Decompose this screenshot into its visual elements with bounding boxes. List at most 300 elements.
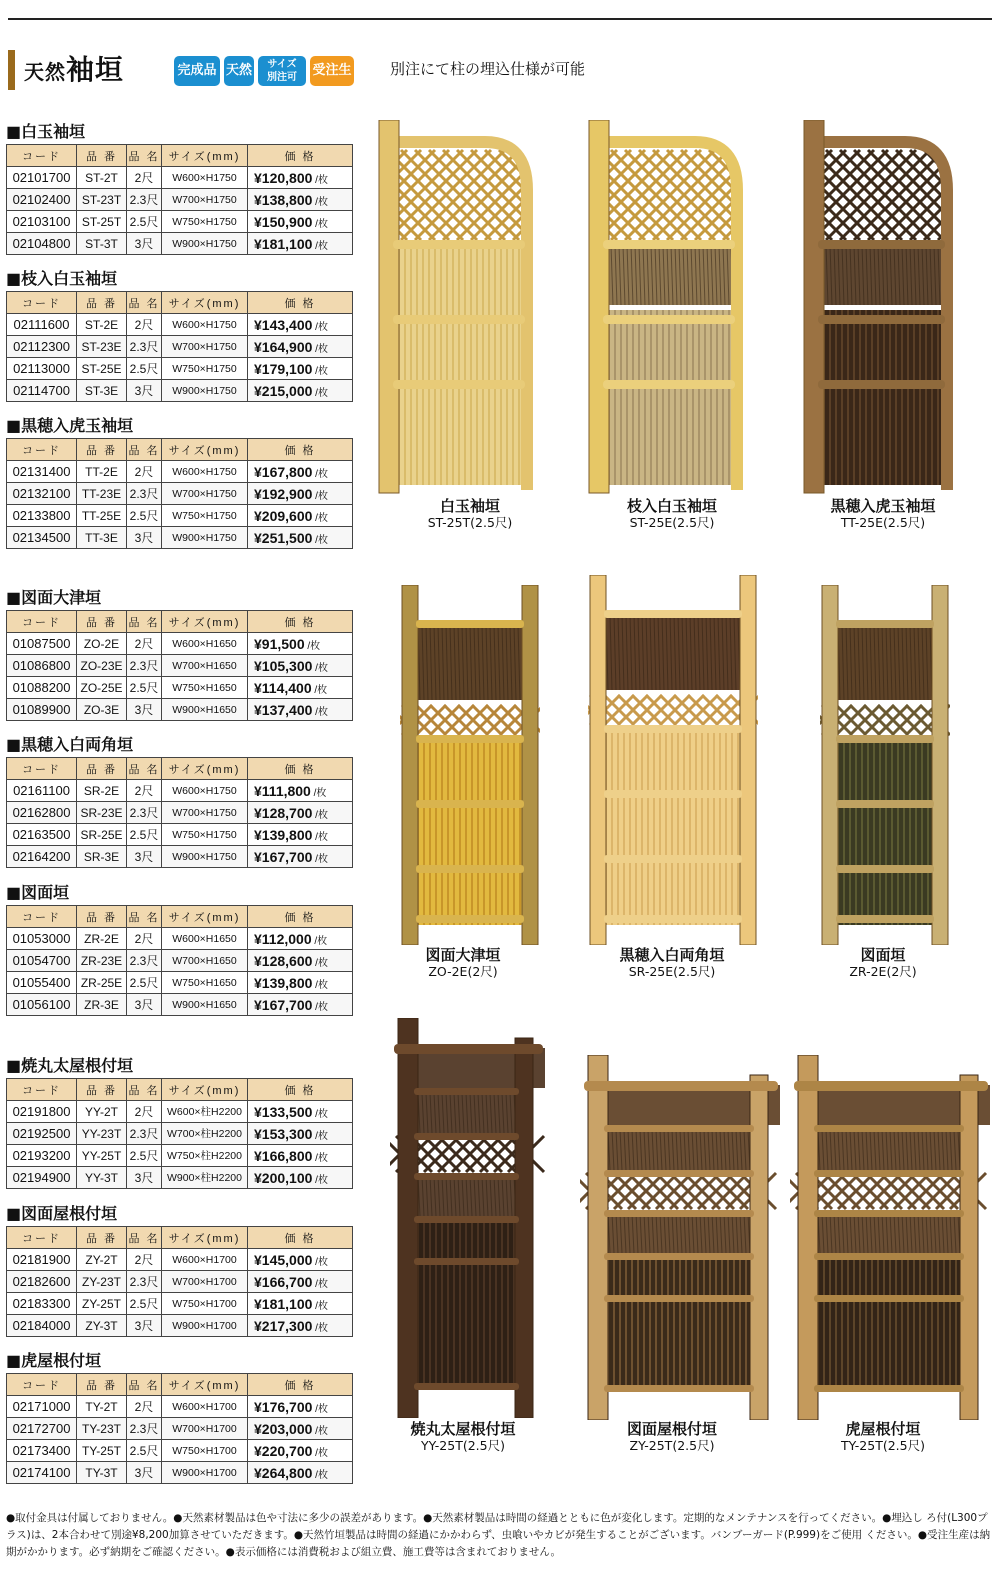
table-header-row — [7, 145, 353, 167]
cell-part: ST-25E — [77, 358, 127, 380]
badge-0: 完成品 — [174, 56, 220, 86]
cell-part: ZR-3E — [77, 994, 127, 1016]
table-row — [7, 1145, 353, 1167]
cell-code: 01088200 — [7, 677, 77, 699]
price-section — [6, 122, 352, 255]
cell-code: 02181900 — [7, 1249, 77, 1271]
section-title: ■図面大津垣 — [6, 588, 102, 607]
cell-part: SR-23E — [77, 802, 127, 824]
cell-part: TT-23E — [77, 483, 127, 505]
cell-price — [248, 1462, 353, 1484]
cell-price — [248, 380, 353, 402]
table-row — [7, 633, 353, 655]
cell-price — [248, 780, 353, 802]
table-header-row — [7, 1374, 353, 1396]
fence-photo-5 — [820, 585, 950, 945]
product-model: ST-25T(2.5尺) — [427, 515, 513, 530]
price-value: ¥203,000 — [254, 1420, 313, 1437]
cell-name: 3尺 — [127, 699, 162, 721]
column-header-code: コード — [7, 758, 77, 780]
cell-code: 02194900 — [7, 1167, 77, 1189]
cell-size: W900×柱H2200 — [162, 1167, 248, 1189]
price-value: ¥167,800 — [254, 463, 313, 480]
cell-price — [248, 699, 353, 721]
cell-price — [248, 358, 353, 380]
cell-size: W750×柱H2200 — [162, 1145, 248, 1167]
price-unit: /枚 — [312, 1425, 328, 1437]
fence-photo-3 — [400, 585, 540, 945]
table-row — [7, 1271, 353, 1293]
column-header-size: サイズ(mm) — [162, 1374, 248, 1396]
price-unit: /枚 — [312, 343, 328, 355]
cell-price — [248, 1145, 353, 1167]
price-value: ¥139,800 — [254, 974, 313, 991]
cell-size: W750×H1750 — [162, 358, 248, 380]
cell-price — [248, 928, 353, 950]
cell-size: W900×H1700 — [162, 1462, 248, 1484]
price-table — [6, 438, 353, 549]
price-value: ¥128,600 — [254, 952, 313, 969]
table-row — [7, 1101, 353, 1123]
fence-photo-7 — [580, 1055, 780, 1420]
price-value: ¥200,100 — [254, 1169, 313, 1186]
product-name: 虎屋根付垣 — [845, 1420, 921, 1438]
cell-price — [248, 1315, 353, 1337]
column-header-price: 価 格 — [248, 758, 353, 780]
cell-price — [248, 167, 353, 189]
cell-price — [248, 633, 353, 655]
cell-name: 2.5尺 — [127, 1440, 162, 1462]
cell-part: ZO-23E — [77, 655, 127, 677]
product-caption — [572, 946, 772, 979]
cell-part: TY-3T — [77, 1462, 127, 1484]
cell-size: W600×柱H2200 — [162, 1101, 248, 1123]
cell-code: 02192500 — [7, 1123, 77, 1145]
product-name: 枝入白玉袖垣 — [626, 497, 717, 515]
price-value: ¥91,500 — [254, 635, 305, 652]
price-unit: /枚 — [312, 1152, 328, 1164]
price-unit: /枚 — [312, 1469, 328, 1481]
cell-part: ZY-2T — [77, 1249, 127, 1271]
product-name: 図面垣 — [860, 946, 906, 964]
cell-size: W600×H1750 — [162, 780, 248, 802]
cell-code: 02164200 — [7, 846, 77, 868]
cell-size: W900×H1750 — [162, 846, 248, 868]
cell-price — [248, 1418, 353, 1440]
price-value: ¥138,800 — [254, 191, 313, 208]
table-header-row — [7, 611, 353, 633]
cell-price — [248, 505, 353, 527]
price-section — [6, 416, 352, 549]
cell-part: ST-3E — [77, 380, 127, 402]
product-caption — [783, 946, 983, 979]
section-title: ■虎屋根付垣 — [6, 1351, 102, 1370]
product-name: 図面大津垣 — [425, 946, 501, 964]
table-row — [7, 677, 353, 699]
price-unit: /枚 — [310, 787, 327, 799]
table-row — [7, 314, 353, 336]
cell-price — [248, 972, 353, 994]
price-unit: /枚 — [312, 1174, 328, 1186]
column-header-size: サイズ(mm) — [162, 906, 248, 928]
price-unit: /枚 — [312, 809, 328, 821]
price-value: ¥150,900 — [254, 213, 313, 230]
cell-code: 02162800 — [7, 802, 77, 824]
cell-size: W700×H1750 — [162, 483, 248, 505]
cell-name: 2尺 — [127, 928, 162, 950]
cell-code: 02114700 — [7, 380, 77, 402]
cell-code: 01055400 — [7, 972, 77, 994]
price-unit: /枚 — [312, 1403, 328, 1415]
price-section — [6, 1056, 352, 1189]
price-unit: /枚 — [312, 468, 328, 480]
cell-code: 02183300 — [7, 1293, 77, 1315]
table-header-row — [7, 906, 353, 928]
price-value: ¥181,100 — [254, 235, 313, 252]
cell-price — [248, 1396, 353, 1418]
cell-size: W750×H1750 — [162, 824, 248, 846]
fence-photo-8 — [790, 1055, 990, 1420]
cell-size: W750×H1650 — [162, 677, 248, 699]
column-header-price: 価 格 — [248, 292, 353, 314]
cell-part: ZR-2E — [77, 928, 127, 950]
cell-name: 2尺 — [127, 167, 162, 189]
cell-size: W600×H1700 — [162, 1396, 248, 1418]
price-value: ¥133,500 — [254, 1103, 313, 1120]
price-unit: /枚 — [312, 387, 328, 399]
cell-size: W700×柱H2200 — [162, 1123, 248, 1145]
table-row — [7, 1418, 353, 1440]
column-header-size: サイズ(mm) — [162, 439, 248, 461]
cell-size: W900×H1750 — [162, 233, 248, 255]
column-header-part: 品 番 — [77, 1079, 127, 1101]
price-unit: /枚 — [312, 1108, 328, 1120]
product-caption — [572, 1420, 772, 1453]
cell-part: YY-23T — [77, 1123, 127, 1145]
price-unit: /枚 — [312, 979, 328, 991]
cell-code: 01054700 — [7, 950, 77, 972]
cell-code: 02193200 — [7, 1145, 77, 1167]
badge-1: 天然 — [224, 56, 254, 86]
cell-code: 02101700 — [7, 167, 77, 189]
cell-part: ST-2T — [77, 167, 127, 189]
cell-code: 02171000 — [7, 1396, 77, 1418]
cell-name: 3尺 — [127, 846, 162, 868]
price-value: ¥105,300 — [254, 657, 313, 674]
cell-size: W750×H1750 — [162, 505, 248, 527]
cell-code: 02113000 — [7, 358, 77, 380]
price-section — [6, 1204, 352, 1337]
column-header-name: 品 名 — [127, 758, 162, 780]
price-unit: /枚 — [312, 831, 328, 843]
cell-name: 2.3尺 — [127, 655, 162, 677]
cell-price — [248, 189, 353, 211]
cell-part: TT-25E — [77, 505, 127, 527]
cell-size: W700×H1750 — [162, 189, 248, 211]
cell-name: 2.3尺 — [127, 1418, 162, 1440]
price-value: ¥137,400 — [254, 701, 313, 718]
cell-price — [248, 677, 353, 699]
table-row — [7, 211, 353, 233]
price-unit: /枚 — [312, 1447, 328, 1459]
product-caption — [783, 1420, 983, 1453]
cell-price — [248, 824, 353, 846]
cell-size: W700×H1700 — [162, 1418, 248, 1440]
cell-part: ZY-25T — [77, 1293, 127, 1315]
cell-code: 01056100 — [7, 994, 77, 1016]
price-unit: /枚 — [312, 1256, 328, 1268]
column-header-price: 価 格 — [248, 1374, 353, 1396]
section-title: ■枝入白玉袖垣 — [6, 269, 118, 288]
cell-name: 2.5尺 — [127, 677, 162, 699]
fence-photo-4 — [588, 575, 758, 945]
product-caption — [783, 497, 983, 530]
cell-part: ST-3T — [77, 233, 127, 255]
price-table — [6, 1373, 353, 1484]
column-header-code: コード — [7, 1374, 77, 1396]
table-header-row — [7, 1227, 353, 1249]
column-header-code: コード — [7, 611, 77, 633]
price-unit: /枚 — [312, 1130, 328, 1142]
table-row — [7, 461, 353, 483]
cell-code: 01089900 — [7, 699, 77, 721]
table-header-row — [7, 292, 353, 314]
cell-name: 2尺 — [127, 633, 162, 655]
price-value: ¥167,700 — [254, 996, 313, 1013]
cell-part: SR-2E — [77, 780, 127, 802]
price-table — [6, 291, 353, 402]
column-header-part: 品 番 — [77, 1227, 127, 1249]
price-table — [6, 1226, 353, 1337]
cell-part: YY-3T — [77, 1167, 127, 1189]
column-header-size: サイズ(mm) — [162, 611, 248, 633]
price-value: ¥176,700 — [254, 1398, 313, 1415]
table-row — [7, 1249, 353, 1271]
section-title: ■焼丸太屋根付垣 — [6, 1056, 134, 1075]
price-unit: /枚 — [312, 196, 328, 208]
section-title: ■黒穂入白両角垣 — [6, 735, 134, 754]
column-header-part: 品 番 — [77, 906, 127, 928]
cell-name: 3尺 — [127, 380, 162, 402]
cell-price — [248, 527, 353, 549]
price-unit: /枚 — [312, 512, 328, 524]
cell-name: 2尺 — [127, 314, 162, 336]
table-row — [7, 1123, 353, 1145]
product-model: YY-25T(2.5尺) — [421, 1438, 505, 1453]
cell-part: TY-25T — [77, 1440, 127, 1462]
table-row — [7, 1396, 353, 1418]
table-row — [7, 358, 353, 380]
price-unit: /枚 — [311, 935, 328, 947]
fence-photo-2 — [800, 120, 965, 495]
cell-size: W600×H1750 — [162, 167, 248, 189]
cell-name: 2.5尺 — [127, 358, 162, 380]
price-table — [6, 144, 353, 255]
price-value: ¥164,900 — [254, 338, 313, 355]
column-header-size: サイズ(mm) — [162, 758, 248, 780]
cell-part: ZO-25E — [77, 677, 127, 699]
table-row — [7, 1167, 353, 1189]
price-unit: /枚 — [312, 1300, 328, 1312]
product-model: TT-25E(2.5尺) — [840, 515, 926, 530]
table-row — [7, 505, 353, 527]
column-header-price: 価 格 — [248, 906, 353, 928]
cell-name: 3尺 — [127, 1462, 162, 1484]
cell-price — [248, 1101, 353, 1123]
product-model: ZY-25T(2.5尺) — [629, 1438, 715, 1453]
badge-3: 受注生産 — [310, 56, 354, 86]
cell-name: 3尺 — [127, 1167, 162, 1189]
cell-part: ZY-23T — [77, 1271, 127, 1293]
cell-price — [248, 802, 353, 824]
column-header-price: 価 格 — [248, 439, 353, 461]
cell-code: 02133800 — [7, 505, 77, 527]
cell-name: 2尺 — [127, 1249, 162, 1271]
product-caption — [363, 946, 563, 979]
cell-code: 02111600 — [7, 314, 77, 336]
price-table — [6, 610, 353, 721]
cell-part: TT-2E — [77, 461, 127, 483]
column-header-size: サイズ(mm) — [162, 292, 248, 314]
table-row — [7, 972, 353, 994]
price-value: ¥192,900 — [254, 485, 313, 502]
price-value: ¥179,100 — [254, 360, 313, 377]
cell-size: W900×H1650 — [162, 699, 248, 721]
price-section — [6, 883, 352, 1016]
price-unit: /枚 — [312, 662, 328, 674]
cell-size: W600×H1700 — [162, 1249, 248, 1271]
product-model: ZR-2E(2尺) — [849, 964, 917, 979]
table-row — [7, 380, 353, 402]
cell-part: YY-2T — [77, 1101, 127, 1123]
price-value: ¥145,000 — [254, 1251, 313, 1268]
cell-size: W900×H1750 — [162, 527, 248, 549]
cell-code: 01053000 — [7, 928, 77, 950]
cell-part: ST-2E — [77, 314, 127, 336]
cell-name: 2.5尺 — [127, 505, 162, 527]
cell-size: W900×H1650 — [162, 994, 248, 1016]
table-row — [7, 802, 353, 824]
price-value: ¥220,700 — [254, 1442, 313, 1459]
cell-size: W600×H1650 — [162, 928, 248, 950]
cell-size: W900×H1750 — [162, 380, 248, 402]
product-name: 焼丸太屋根付垣 — [410, 1420, 516, 1438]
price-value: ¥166,700 — [254, 1273, 313, 1290]
cell-size: W600×H1650 — [162, 633, 248, 655]
table-row — [7, 1315, 353, 1337]
cell-name: 2.5尺 — [127, 972, 162, 994]
product-name: 黒穂入白両角垣 — [619, 946, 725, 964]
column-header-name: 品 名 — [127, 1079, 162, 1101]
fence-photo-0 — [375, 120, 545, 495]
cell-size: W750×H1750 — [162, 211, 248, 233]
cell-price — [248, 994, 353, 1016]
cell-part: ZY-3T — [77, 1315, 127, 1337]
cell-name: 3尺 — [127, 994, 162, 1016]
cell-code: 02172700 — [7, 1418, 77, 1440]
price-value: ¥166,800 — [254, 1147, 313, 1164]
table-row — [7, 780, 353, 802]
cell-code: 02103100 — [7, 211, 77, 233]
product-name: 白玉袖垣 — [439, 497, 500, 515]
cell-name: 2.3尺 — [127, 189, 162, 211]
cell-size: W600×H1750 — [162, 314, 248, 336]
column-header-name: 品 名 — [127, 292, 162, 314]
section-title: ■黒穂入虎玉袖垣 — [6, 416, 134, 435]
cell-part: ZO-2E — [77, 633, 127, 655]
cell-name: 2.5尺 — [127, 824, 162, 846]
cell-code: 02131400 — [7, 461, 77, 483]
cell-price — [248, 846, 353, 868]
column-header-size: サイズ(mm) — [162, 1079, 248, 1101]
cell-price — [248, 233, 353, 255]
column-header-code: コード — [7, 292, 77, 314]
cell-code: 02112300 — [7, 336, 77, 358]
cell-code: 02184000 — [7, 1315, 77, 1337]
column-header-part: 品 番 — [77, 1374, 127, 1396]
cell-name: 2尺 — [127, 461, 162, 483]
column-header-price: 価 格 — [248, 145, 353, 167]
cell-part: SR-25E — [77, 824, 127, 846]
table-row — [7, 527, 353, 549]
price-table — [6, 905, 353, 1016]
cell-price — [248, 1271, 353, 1293]
price-section — [6, 1351, 352, 1484]
product-name: 図面屋根付垣 — [626, 1420, 717, 1438]
page-title: 天然袖垣 — [24, 53, 125, 86]
price-value: ¥153,300 — [254, 1125, 313, 1142]
cell-part: ZO-3E — [77, 699, 127, 721]
table-row — [7, 699, 353, 721]
table-row — [7, 483, 353, 505]
price-table — [6, 1078, 353, 1189]
price-unit: /枚 — [312, 321, 328, 333]
cell-part: TT-3E — [77, 527, 127, 549]
cell-name: 2.5尺 — [127, 1293, 162, 1315]
cell-size: W700×H1700 — [162, 1271, 248, 1293]
column-header-part: 品 番 — [77, 758, 127, 780]
price-value: ¥217,300 — [254, 1317, 313, 1334]
fence-photo-6 — [390, 1018, 545, 1418]
column-header-part: 品 番 — [77, 611, 127, 633]
price-value: ¥112,000 — [254, 930, 312, 947]
cell-name: 3尺 — [127, 527, 162, 549]
table-row — [7, 167, 353, 189]
column-header-part: 品 番 — [77, 292, 127, 314]
table-header-row — [7, 439, 353, 461]
price-value: ¥111,800 — [254, 782, 311, 799]
badge-2: サイズ 別注可 — [258, 56, 306, 86]
price-value: ¥120,800 — [254, 169, 313, 186]
table-row — [7, 1440, 353, 1462]
cell-price — [248, 1293, 353, 1315]
column-header-size: サイズ(mm) — [162, 145, 248, 167]
cell-part: ST-23T — [77, 189, 127, 211]
column-header-price: 価 格 — [248, 611, 353, 633]
product-model: ZO-2E(2尺) — [428, 964, 498, 979]
column-header-price: 価 格 — [248, 1079, 353, 1101]
price-table — [6, 757, 353, 868]
cell-name: 2尺 — [127, 780, 162, 802]
top-rule — [8, 18, 992, 20]
cell-name: 2.3尺 — [127, 483, 162, 505]
cell-price — [248, 336, 353, 358]
cell-size: W750×H1700 — [162, 1440, 248, 1462]
column-header-price: 価 格 — [248, 1227, 353, 1249]
price-value: ¥128,700 — [254, 804, 313, 821]
cell-price — [248, 1123, 353, 1145]
cell-code: 02174100 — [7, 1462, 77, 1484]
